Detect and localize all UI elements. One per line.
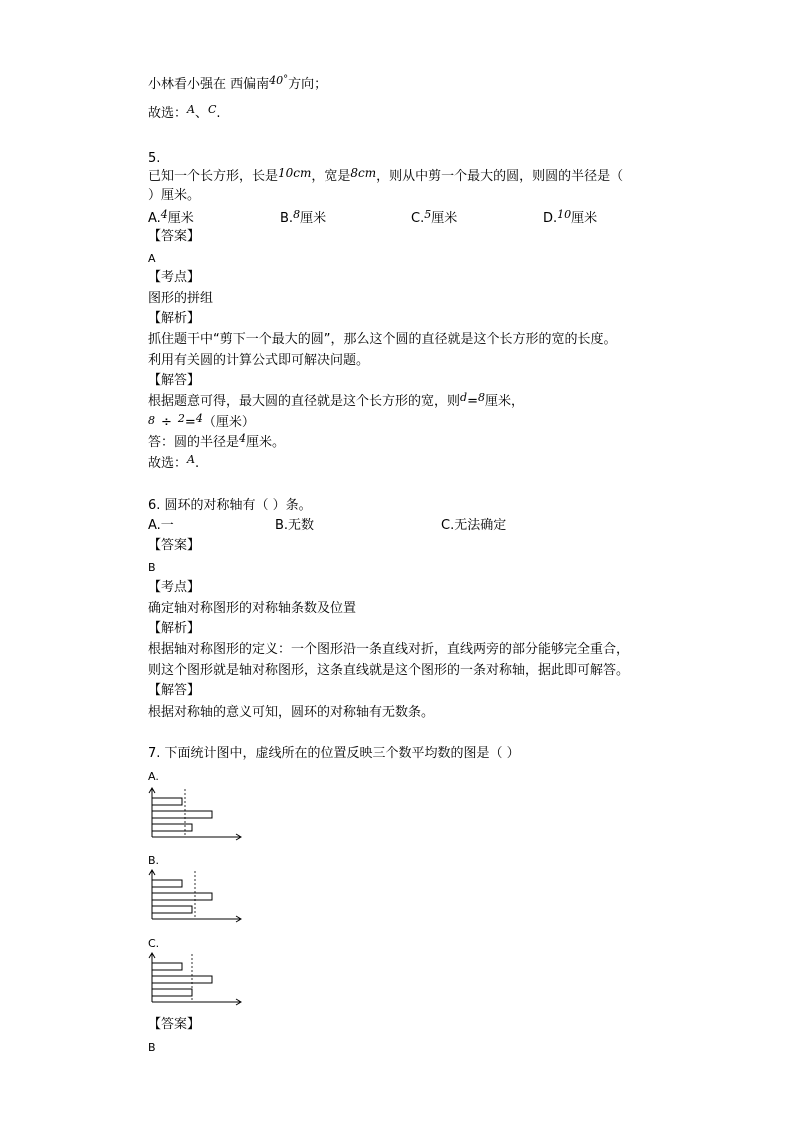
text: 方向； xyxy=(288,77,328,92)
bar xyxy=(152,976,212,983)
q6-answer: B xyxy=(148,561,156,574)
value: 2 xyxy=(177,412,185,425)
q5-stem-line2: ）厘米。 xyxy=(148,188,201,203)
bar xyxy=(152,798,182,805)
value: 4 xyxy=(195,412,203,425)
variable: d xyxy=(460,391,468,404)
q5-solution-line4 xyxy=(148,453,200,472)
bar xyxy=(152,893,212,900)
q6-solution-label: 【解答】 xyxy=(148,683,201,698)
choice-letter: A xyxy=(187,453,195,466)
q7-label-c: C. xyxy=(148,937,160,950)
q7-stem: 7. 下面统计图中，虚线所在的位置反映三个数平均数的图是（ ） xyxy=(148,746,520,761)
option-unit: 厘米 xyxy=(167,211,194,226)
q5-analysis-label: 【解析】 xyxy=(148,311,201,326)
text: 故选： xyxy=(148,106,188,121)
q5-analysis-line2: 利用有关圆的计算公式即可解决问题。 xyxy=(148,353,370,368)
q5-point-label: 【考点】 xyxy=(148,270,201,285)
text: 厘米。 xyxy=(246,435,286,450)
option-unit: 厘米 xyxy=(571,211,598,226)
option-letter: B. xyxy=(280,211,294,226)
q7-label-a: A. xyxy=(148,770,159,783)
divide-sign: ÷ xyxy=(161,415,172,430)
q5-option-c xyxy=(411,208,458,227)
option-letter: D. xyxy=(543,211,558,226)
option-value: 10 xyxy=(557,208,572,221)
text: 厘米， xyxy=(484,394,524,409)
q6-option-a: A.一 xyxy=(148,518,174,533)
q5-answer-label: 【答案】 xyxy=(148,229,201,244)
bar xyxy=(152,963,182,970)
q6-point-label: 【考点】 xyxy=(148,580,201,595)
choice-letter: C xyxy=(207,103,217,116)
chart-b-svg xyxy=(146,867,246,927)
bar xyxy=(152,811,212,818)
text: ，宽是 xyxy=(311,169,351,184)
value: 4 xyxy=(239,432,247,445)
q6-answer-label: 【答案】 xyxy=(148,538,201,553)
option-value: 5 xyxy=(424,208,432,221)
chart-a xyxy=(146,785,246,845)
q6-analysis-line1: 根据轴对称图形的定义：一个图形沿一条直线对折，直线两旁的部分能够完全重合， xyxy=(148,642,630,657)
bar xyxy=(152,824,192,831)
q7-label-b: B. xyxy=(148,854,160,867)
chart-c xyxy=(146,950,246,1010)
text: ，则从中剪一个最大的圆，则圆的半径是（ xyxy=(376,169,624,184)
length-value: 10cm xyxy=(278,166,312,180)
q5-option-b xyxy=(280,208,327,227)
q6-option-c: C.无法确定 xyxy=(441,518,507,533)
unit: （厘米） xyxy=(202,415,255,430)
q5-solution-line1 xyxy=(148,391,524,410)
q6-option-b: B.无数 xyxy=(275,518,315,533)
q5-stem xyxy=(148,168,623,185)
angle-value: 40 xyxy=(269,74,284,87)
text: 根据题意可得，最大圆的直径就是这个长方形的宽，则 xyxy=(148,394,461,409)
q6-stem: 6. 圆环的对称轴有（ ）条。 xyxy=(148,498,312,513)
equals-sign: = xyxy=(184,415,196,430)
chart-b xyxy=(146,867,246,927)
text: 故选： xyxy=(148,456,188,471)
q6-analysis-line2: 则这个图形就是轴对称图形，这条直线就是这个图形的一条对称轴，据此即可解答。 xyxy=(148,663,630,678)
option-unit: 厘米 xyxy=(300,211,327,226)
option-value: 8 xyxy=(293,208,301,221)
q5-number: 5. xyxy=(148,151,161,166)
q5-option-d xyxy=(543,208,598,227)
option-letter: C. xyxy=(411,211,425,226)
bar xyxy=(152,880,182,887)
q5-solution-line3 xyxy=(148,432,286,451)
prev-choice-line xyxy=(148,103,221,122)
text: 小林看小强在 西偏南 xyxy=(148,77,270,92)
equals-sign: = xyxy=(467,394,478,409)
option-value: 4 xyxy=(160,208,168,221)
q6-point: 确定轴对称图形的对称轴条数及位置 xyxy=(148,601,357,616)
text: . xyxy=(194,456,200,471)
bar xyxy=(152,989,192,996)
chart-a-svg xyxy=(146,785,246,845)
q6-solution: 根据对称轴的意义可知，圆环的对称轴有无数条。 xyxy=(148,705,435,720)
q7-answer-label: 【答案】 xyxy=(148,1017,201,1032)
degree-sign: ° xyxy=(283,74,289,85)
q5-analysis-line1: 抓住题干中“剪下一个最大的圆”，那么这个圆的直径就是这个长方形的宽的长度。 xyxy=(148,332,617,347)
q5-point: 图形的拼组 xyxy=(148,291,214,306)
q5-answer: A xyxy=(148,252,156,265)
text: 答：圆的半径是 xyxy=(148,435,240,450)
prev-direction-line xyxy=(148,74,328,94)
value: 8 xyxy=(148,414,155,427)
chart-c-svg xyxy=(146,950,246,1010)
choice-letter: A xyxy=(187,103,195,116)
value: 8 xyxy=(477,391,485,404)
text: 、 xyxy=(194,106,208,121)
q5-solution-line2 xyxy=(148,412,255,431)
q5-option-a xyxy=(148,208,194,227)
text: . xyxy=(216,106,221,121)
width-value: 8cm xyxy=(350,166,377,180)
q6-analysis-label: 【解析】 xyxy=(148,621,201,636)
option-letter: A. xyxy=(148,211,161,226)
q5-solution-label: 【解答】 xyxy=(148,373,201,388)
text: 已知一个长方形，长是 xyxy=(148,169,279,184)
option-unit: 厘米 xyxy=(431,211,458,226)
bar xyxy=(152,906,192,913)
q7-answer: B xyxy=(148,1041,156,1054)
